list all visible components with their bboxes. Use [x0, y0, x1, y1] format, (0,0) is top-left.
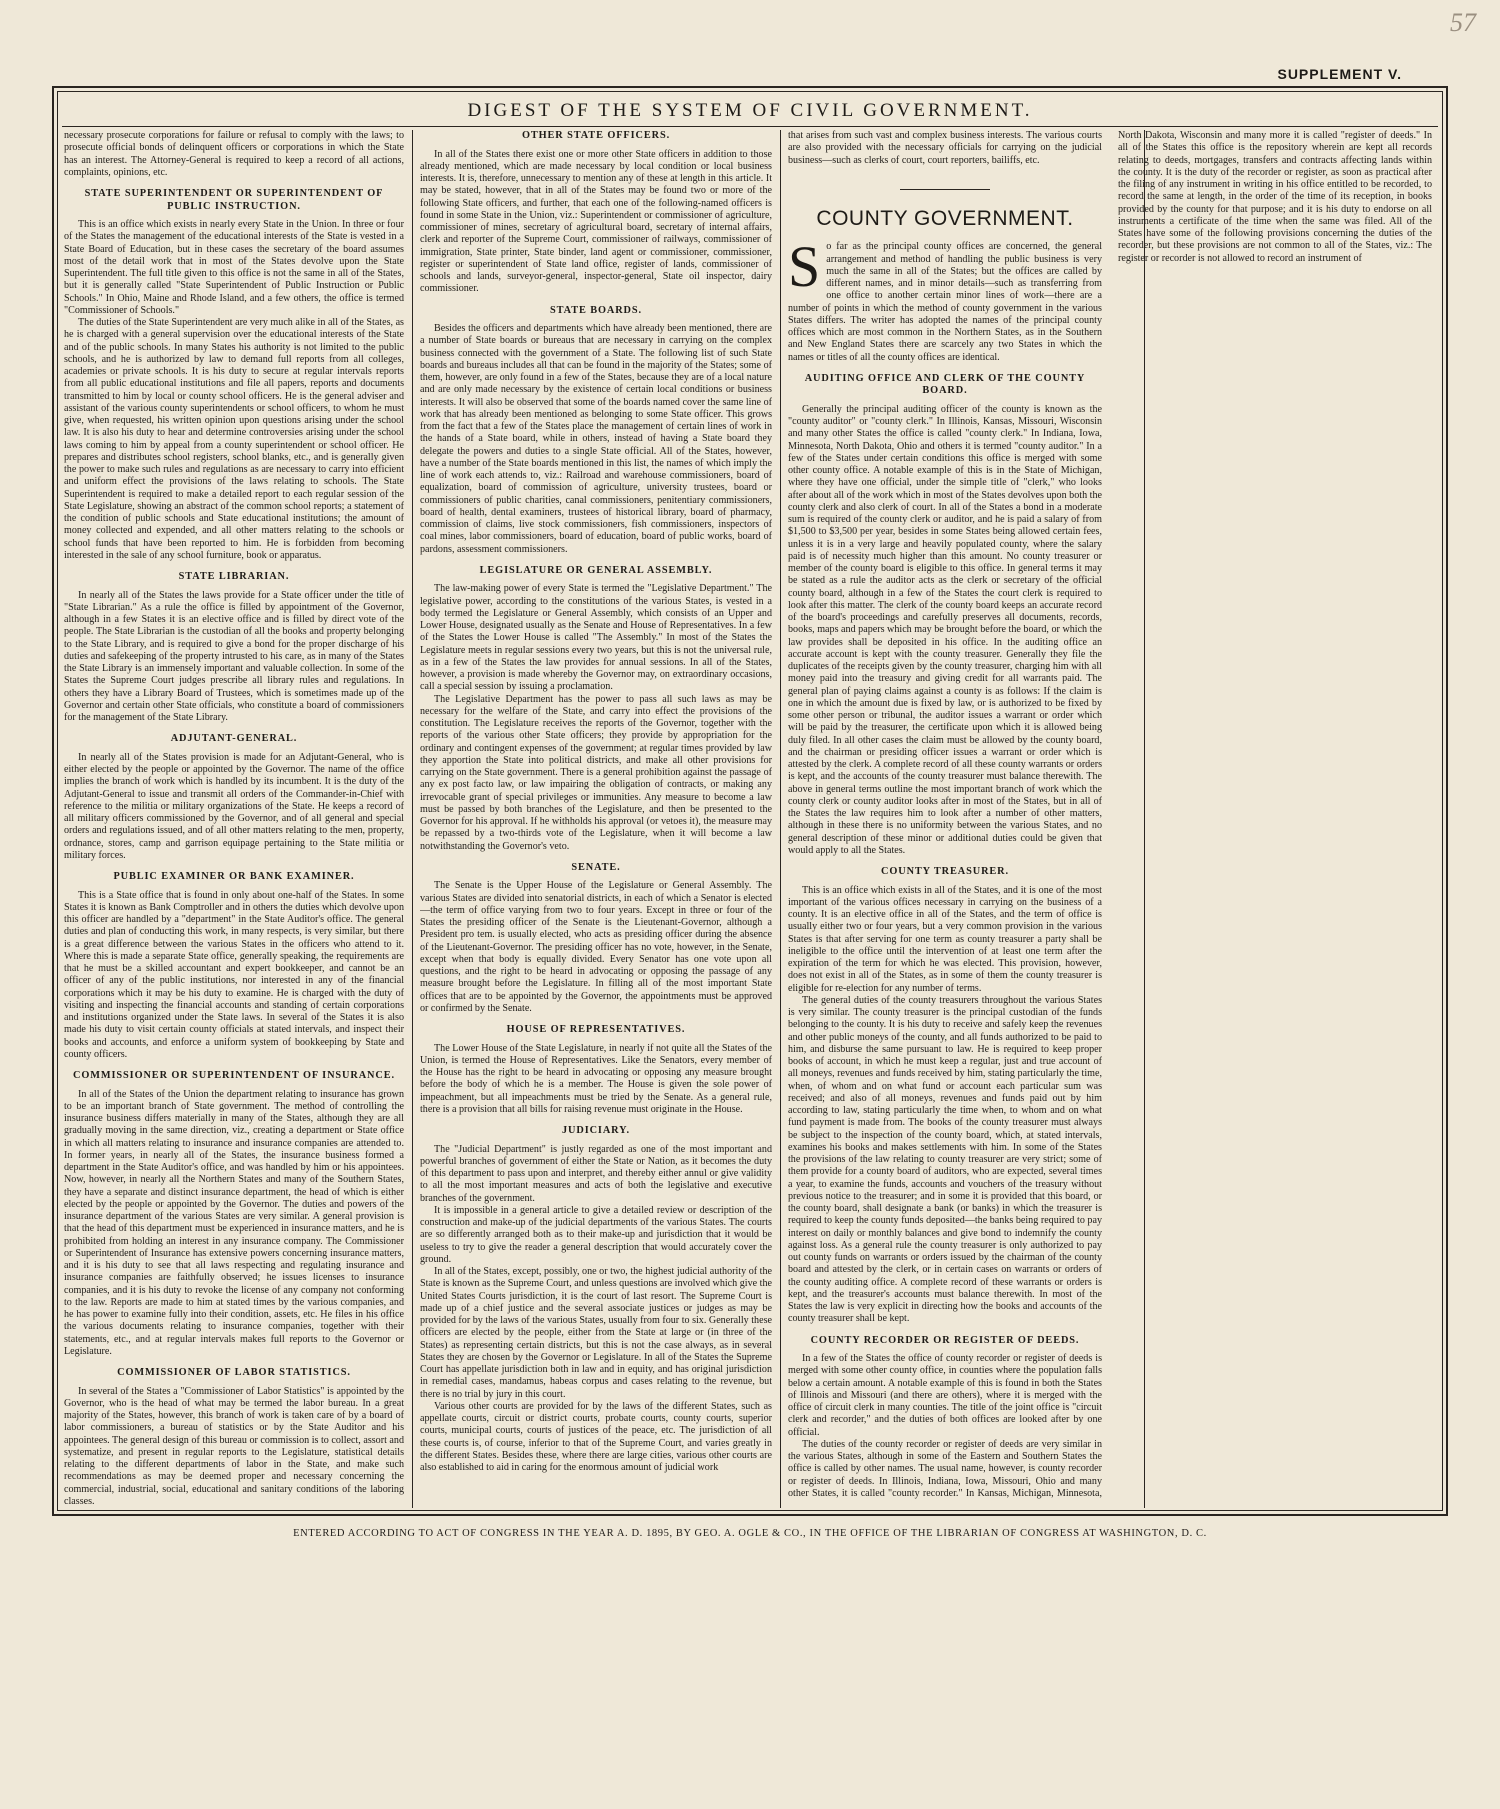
column-3-flow [788, 130, 1432, 1508]
paragraph: In nearly all of the States provision is made for an Adjutant-General, who is either elected by the people or appointed by the Governor. The name of the office implies the branch of work which is handled by its incumbent. It is the duty of the Adjutant-General to issue and transmit all orders of the Commander-in-Chief with reference to the militia or military organizations of the State. He keeps a record of all military officers commissioned by the Governor, and of all general and special orders and regulations issued, and of all other matters relating to the men, property, ordnance, stores, camp and garrison equipage pertaining to the State militia or military forces. [64, 751, 404, 861]
paragraph: In nearly all of the States the laws provide for a State officer under the title of "State Librarian." As a rule the office is filled by appointment of the Governor, although in a few States it is an elective office and is filled by direct vote of the people. The State Librarian is the custodian of all the books and property belonging to the State Library, and is required to give a bond for the proper discharge of his duties and safekeeping of the property intrusted to his care, as in many of the States the State Library is an immensely important and valuable collection. In some of the States the Supreme Court judges prescribe all library rules and regulations. In others they have a Library Board of Trustees, which is sometimes made up of the Governor and certain other State officials, who constitute a board of commissioners for the management of the State Library. [64, 589, 404, 723]
section-heading-other-officers: OTHER STATE OFFICERS. [521, 130, 671, 141]
section-heading-judiciary: JUDICIARY. [561, 1125, 631, 1136]
paragraph: In all of the States of the Union the department relating to insurance has grown to be an important branch of State government. The method of controlling the insurance business differs materially in many of the States, although they are all gradually moving in the same direction, viz., creating a department or State office in which all matters relating to insurance and insurance companies are attended to. In former years, in nearly all of the States, the insurance business formed a department in the State Auditor's office, and was handled by him or his appointees. Now, however, in nearly all the Northern States and many of the Southern States, they have a separate and distinct insurance department, the head of which is either elected by the people or appointed by the Governor. The duties and powers of the insurance department of the various States are very similar. A general provision is that the head of this department must be experienced in insurance matters, and he is prohibited from holding an interest in any insurance company. The Commissioner or Superintendent of Insurance has extensive powers concerning insurance matters, and it is his duty to see that all laws respecting and regulating insurance and insurance companies are faithfully observed; he issues licenses to insurance companies, and it is his duty to revoke the license of any company not conforming to the law. Reports are made to him at stated times by the various companies, and he has power to examine fully into their condition, assets, etc. He files in his office the various documents relating to insurance companies, together with their statements, etc., and at regular intervals makes full reports to the Governor or Legislature. [64, 1088, 404, 1357]
section-heading-treasurer: COUNTY TREASURER. [880, 866, 1009, 877]
section-heading-house: HOUSE OF REPRESENTATIVES. [506, 1024, 686, 1035]
paragraph: The general duties of the county treasurers throughout the various States is very similar. The county treasurer is the principal custodian of the funds belonging to the county. It is his duty to receive and safely keep the revenues and other public moneys of the county, and all funds authorized to be paid to him, and disburse the same pursuant to law. He is required to keep proper books of account, in which he must keep a regular, just and true account of all moneys, revenues and funds received by him, stating particularly the time, when, of whom and on what fund or account each particular sum was received; and also of all moneys, revenues and funds paid out by him according to law, stating particularly the time when, to whom and on what fund payment is made from. The books of the county treasurer must always be subject to the inspection of the county board, which, at stated intervals, examines his books and makes settlements with him. In some of the States the provisions of the law relating to county treasurer are very strict; some of them provide for a county board of auditors, who are expected, several times a year, to examine the funds, accounts and vouchers of the treasury without previous notice to the treasurer; and in some it is provided that this board, or the county board, shall designate a bank (or banks) in which the treasurer is required to keep the county funds deposited—the banks being required to pay interest on daily or monthly balances and give bond to indemnify the county against loss. As a general rule the county treasurer is only authorized to pay out county funds on warrants or orders issued by the chairman of the county board and attested by the clerk, or in certain cases on warrants or orders of the county auditing office. A complete record of these warrants or orders is kept, and the treasurer's accounts must balance therewith. In most of the States the law is very explicit in directing how the books and accounts of the county treasurer shall be kept. [788, 994, 1102, 1325]
paragraph: In all of the States there exist one or more other State officers in addition to those already mentioned, which are made necessary by local condition or local business interests. It is, therefore, unnecessary to mention any of these at length in this article. It may be stated, however, that in all of the States may be found two or more of the following State officers, and further, that each one of the following-named officers is found in some State in the Union, viz.: Superintendent or commissioner of agriculture, commissioner of mines, secretary of agricultural board, secretary of internal affairs, clerk and reporter of the Supreme Court, commissioner of railways, commissioner of immigration, State printer, State binder, land agent or commissioner, commissioner, register or superintendent of State land office, register of lands, commissioner of schools and lands, surveyor-general, inspector-general, State oil inspector, dairy commissioner. [420, 148, 772, 295]
county-rule [900, 189, 990, 190]
paragraph: The duties of the State Superintendent are very much alike in all of the States, as he is charged with a general supervision over the educational interests of the State and of the public schools. In many States his authority is not limited to the public schools, and he is authorized by law to demand full reports from all colleges, academies or private schools. It is his duty to secure at regular intervals reports from all public educational institutions and file all papers, reports and documents transmitted to him by local or county school officers. He is the general adviser and assistant of the various county superintendents or school officers, to whom he must give, when requested, his written opinion upon questions arising under the school law. It is also his duty to hear and determine controversies arising under the school laws coming to him by appeal from a county superintendent or school officer. He prepares and distributes school registers, school blanks, etc., and is generally given the power to make such rules and regulations as are necessary to carry into efficient and uniform effect the provisions of the laws relating to schools. The State Superintendent is required to make a detailed report to each regular session of the State Legislature, showing an abstract of the common school reports; a statement of the condition of public schools and State educational institutions; the amount of money collected and expended, and all other matters relating to the schools or school funds that have been reported to him. He is forbidden from becoming interested in the sale of any school furniture, book or apparatus. [64, 317, 404, 561]
paragraph: It is impossible in a general article to give a detailed review or description of the construction and make-up of the judicial departments of the various States. The courts are so differently arranged both as to their make-up and jurisdiction that it would be useless to try to give the reader a general description that would accurately cover the ground. [420, 1204, 772, 1265]
section-heading-auditing: AUDITING OFFICE AND CLERK OF THE COUNTY BOARD. [804, 372, 1086, 397]
section-heading-librarian: STATE LIBRARIAN. [178, 571, 290, 582]
paragraph: In a few of the States the office of county recorder or register of deeds is merged with some other county office, in counties where the population falls below a certain amount. A notable example of this is found in both the States of Illinois and Missouri (and there are others), where it is merged with the office of circuit clerk in many counties. The title of the joint office is "circuit clerk and recorder," and the duties of both offices are looked after by one official. [788, 1353, 1102, 1438]
paragraph: The Legislative Department has the power to pass all such laws as may be necessary for the welfare of the State, and carry into effect the provisions of the constitution. The Legislature receives the reports of the Governor, together with the reports of the various other State officers; they provide by appropriation for the ordinary and contingent expenses of the government; at regular times provided by law they apportion the State into political districts, and make all other provisions for carrying on the State government. There is a general prohibition against the passage of any ex post facto law, or law impairing the obligation of contracts, or making any irrevocable grant of special privileges or immunities. Any measure to become a law must be passed by both branches of the Legislature, and then be presented to the Governor for his approval. If he withholds his approval (or vetoes it), the measure may be repassed by a two-thirds vote of the Legislature, when it will become a law notwithstanding the Governor's veto. [420, 693, 772, 852]
supplement-label: SUPPLEMENT V. [1277, 66, 1402, 82]
section-heading-examiner: PUBLIC EXAMINER OR BANK EXAMINER. [113, 871, 355, 882]
paragraph: Besides the officers and departments which have already been mentioned, there are a number of State boards or bureaus that are necessary in carrying on the complex business connected with the government of a State. The following list of such State boards and bureaus includes all that can be found in the majority of the States; some of them, however, are only found in a few of the States, because they are of a local nature and are only made necessary by the existence of certain local conditions or business interests. It will also be observed that some of the boards named cover the same line of work that has already been mentioned as belonging to some State officer. This grows from the fact that a few of the States place the management of certain lines of work in the hands of a State board, while in others, instead of having a State board they delegate the powers and duties to a single State official. All of the States, however, have a number of the State boards mentioned in this list, the names of which imply the line of work each attends to, viz.: Railroad and warehouse commissioners, board of equalization, board of commission of agriculture, university trustees, board or commissioners of public charities, canal commissioners, penitentiary commissioners, board of health, dental examiners, trustees of historical library, board of pharmacy, commission of claims, live stock commissioners, fish commissioners, inspectors of coal mines, labor commissioners, board of education, board of public works, board of pardons, assessment commissioners. [420, 323, 772, 555]
column-divider [412, 130, 413, 1508]
paragraph: that arises from such vast and complex business interests. The various courts are also provided with the necessary officials for carrying on the judicial business—such as clerks of court, court reporters, bailiffs, etc. [788, 130, 1102, 166]
paragraph: The law-making power of every State is termed the "Legislative Department." The legislative power, according to the constitutions of the various States, is vested in a body termed the Legislature or General Assembly, which consists of an Upper and Lower House, designated usually as the Senate and House of Representatives. In a few of the States the Lower House is called "The Assembly." In most of the States the Legislature meets in regular sessions every two years, but this is not the universal rule, as in a few of the States the law provides for annual sessions. In all of the States, however, a provision is made whereby the Governor may, on extraordinary occasions, call a special session by issuing a proclamation. [420, 583, 772, 693]
paragraph: Various other courts are provided for by the laws of the different States, such as appellate courts, circuit or district courts, probate courts, county courts, superior courts, municipal courts, courts of justices of the peace, etc. The jurisdiction of all these courts is, of course, inferior to that of the Supreme Court, and varies greatly in the different States. Besides these, where there are large cities, various other courts are also established to aid in caring for the enormous amount of judicial work [420, 1400, 772, 1473]
section-heading-superintendent: STATE SUPERINTENDENT OR SUPERINTENDENT OF PUBLIC INSTRUCTION. [84, 188, 384, 212]
paragraph [788, 234, 1102, 364]
column-3 [788, 130, 1432, 1508]
title-divider [62, 126, 1438, 127]
section-heading-adjutant: ADJUTANT-GENERAL. [170, 733, 298, 745]
section-heading-legislature: LEGISLATURE OR GENERAL ASSEMBLY. [479, 564, 713, 576]
paragraph: The "Judicial Department" is justly regarded as one of the most important and powerful branches of government of either the State or Nation, as it becomes the duty of this department to pass upon and interpret, and thereby either annul or give validity to all the most important measures and acts of both the legislative and executive branches of the government. [420, 1143, 772, 1204]
section-heading-insurance: COMMISSIONER OR SUPERINTENDENT OF INSURANCE. [73, 1070, 395, 1081]
column-2 [420, 130, 772, 1508]
paragraph: This is a State office that is found in only about one-half of the States. In some States it is known as Bank Comptroller and in others the duties which devolve upon this officer are handled by a "department" in the State Auditor's office. The general duties and plan of conducting this work, in many respects, is very similar, but there is a great difference between the various States in the officers who attend to it. Where this is made a separate State office, generally speaking, the requirements are that he must be a skilled accountant and expert bookkeeper, and cannot be an officer of any of the public institutions, nor interested in any of the financial corporations which it may be his duty to examine. He is charged with the duty of visiting and inspecting the financial accounts and standing of certain corporations and institutions organized under the State laws. In several of the States it is also made his duty to visit certain county officials at stated intervals, and inspect their books and accounts, and enforce a uniform system of bookkeeping by State and county officers. [64, 889, 404, 1060]
drop-cap: S [788, 234, 821, 300]
section-heading-boards: STATE BOARDS. [550, 304, 642, 316]
page-title: DIGEST OF THE SYSTEM OF CIVIL GOVERNMENT. [467, 100, 1033, 121]
section-heading-senate: SENATE. [571, 861, 621, 873]
county-government-heading: COUNTY GOVERNMENT. [816, 206, 1074, 230]
paragraph-text: o far as the principal county offices are concerned, the general arrangement and method of handling the public business is very much the same in all of the States; but the offices are called by different names, and in minor details—such as transferring from one office to another certain minor lines of work—there are a number of points in which the method of county government in the various States differs. The writer has adopted the names of the principal county offices which are most common in the Northern States, as in the Southern and New England States there are scarcely any two States in which the names or titles of all the county offices are identical. [788, 241, 1102, 363]
section-heading-labor: COMMISSIONER OF LABOR STATISTICS. [117, 1367, 351, 1378]
page-frame [52, 86, 1448, 1516]
column-1 [64, 130, 404, 1508]
section-heading-recorder: COUNTY RECORDER OR REGISTER OF DEEDS. [810, 1334, 1080, 1346]
paragraph: The Lower House of the State Legislature, in nearly if not quite all the States of the Union, is termed the House of Representatives. Like the Senators, every member of the House has the right to be heard in advocating or opposing any measure brought before the body of which he is a member. The House is given the sole power of impeachment, but all impeachments must be tried by the Senate. As a general rule, there is a provision that all bills for raising revenue must originate in the House. [420, 1042, 772, 1115]
paragraph: This is an office which exists in all of the States, and it is one of the most important of the various offices necessary in carrying on the business of a county. It is an elective office in all of the States, and the term of office is usually either two or four years, but a very common provision in the various States is that after serving for one term as county treasurer a party shall be ineligible to the office until the intervention of at least one term after the expiration of the term for which he was elected. This provision, however, does not exist in all of the States, as in some of them the county treasurer is eligible for re-election for any number of terms. [788, 884, 1102, 994]
paragraph: In all of the States, except, possibly, one or two, the highest judicial authority of the State is known as the Supreme Court, and unless questions are involved which give the United States Courts jurisdiction, it is the court of last resort. The Supreme Court is made up of a chief justice and the several associate justices or judges as may be provided for by the laws of the various States, usually from four to six. Generally these officers are elected by the people, either from the State at large or (in three of the States) as representing certain districts, but this is not the case always, as in several States they are chosen by the Governor or Legislature. In all of the States the Supreme Court has appellate jurisdiction both in law and in equity, and has original jurisdiction in remedial cases, mandamus, habeas corpus and cases relating to the revenue, but there is no trial by jury in this court. [420, 1266, 772, 1400]
column-divider [780, 130, 781, 1508]
page-number: 57 [1450, 8, 1476, 37]
paragraph: This is an office which exists in nearly every State in the Union. In three or four of the States the management of the educational interests of the State is vested in a State Board of Education, but in these cases the secretary of the board assumes most of the detail work that in most of the States devolve upon the State Superintendent. The full title given to this office is not the same in all of the States, but it is generally called "State Superintendent of Public Instruction or Public Schools." In Ohio, Maine and Rhode Island, and a few others, the office is termed "Commissioner of Schools." [64, 219, 404, 316]
copyright-footer: ENTERED ACCORDING TO ACT OF CONGRESS IN THE YEAR A. D. 1895, BY GEO. A. OGLE & CO., IN THE OFFICE OF THE LIBRARIAN OF CONGRESS AT WASHINGTON, D. C. [293, 1528, 1207, 1539]
paragraph: The duties of the county recorder or register of deeds are very similar in the various States, although in some of the Eastern and Southern States the office is called by other names. The usual name, however, is county recorder or register of deeds. In Illinois, Indiana, Iowa, Missouri, Ohio and many other States, it is called "county recorder." In Kansas, Michigan, Minnesota, North Dakota, Wisconsin and many more it is called "register of deeds." In all of the States this office is the repository wherein are kept all records relating to deeds, mortgages, transfers and contracts affecting lands within the county. It is the duty of the recorder or register, as soon as practical after the filing of any instrument in writing in his office entitled to be recorded, to record the same at length, in the order of the time of its reception, in books provided by the county for that purpose; and it is his duty to endorse on all instruments a certificate of the time when the same was filed. All of the States have some of the following provisions concerning the duties of the recorder, but these provisions are not common to all of the States, viz.: The register or recorder is not allowed to record an instrument of [788, 130, 1432, 1499]
paragraph: necessary prosecute corporations for failure or refusal to comply with the laws; to prosecute official bonds of delinquent officers or corporations in which the State has an interest. The Attorney-General is required to keep a record of all actions, complaints, opinions, etc. [64, 130, 404, 178]
paragraph: In several of the States a "Commissioner of Labor Statistics" is appointed by the Governor, who is the head of what may be termed the labor bureau. In a great majority of the States, however, this branch of work is taken care of by a board of labor commissioners, a bureau of statistics or by the State Auditor and his appointees. The general design of this bureau or commission is to collect, assort and systematize, and present in regular reports to the Legislature, statistical details relating to the different departments of labor in the State, and make such recommendations as may be deemed proper and necessary concerning the commercial, industrial, social, educational and sanitary conditions of the laboring classes. [64, 1385, 404, 1507]
paragraph: The Senate is the Upper House of the Legislature or General Assembly. The various States are divided into senatorial districts, in each of which a Senator is elected—the term of office varying from two to four years. Except in three or four of the States the presiding officer of the Senate is the Lieutenant-Governor, although a President pro tem. is usually elected, who acts as presiding officer during the absence of the Lieutenant-Governor. The presiding officer has no vote, however, in the Senate, except when that body is equally divided. Every Senator has one vote upon all questions, and the right to be heard in advocating or opposing the passage of any measure brought before the Legislature. In filling all of the most important State offices that are to be appointed by the Governor, the appointments must be approved or confirmed by the Senate. [420, 880, 772, 1014]
paragraph: Generally the principal auditing officer of the county is known as the "county auditor" or "county clerk." In Illinois, Kansas, Missouri, Wisconsin and many other States the office is called "county clerk." In Indiana, Iowa, Minnesota, North Dakota, Ohio and others it is termed "county auditor." In a few of the States under certain conditions this office is merged with some other county office. A notable example of this is in the State of Michigan, where they have one official, under the simple title of "clerk," who looks after about all of the work which in most of the States devolves upon both the county clerk and also clerk of court. In all of the States a bond in a moderate sum is required of the county clerk or auditor, and he is paid a salary of from $1,500 to $3,500 per year, besides in some States being allowed certain fees, unless it is in a very large and heavily populated county, where the salary paid is of necessity much higher than this amount. No county treasurer or member of the county board is eligible to this office. In general terms it may be stated as a rule the auditor acts as the clerk or secretary of the official county board, although in a few of the States the court clerk is required to look after this matter. The clerk of the county board keeps an accurate record of the board's proceedings and carefully preserves all documents, records, books, maps and papers which may be brought before the board, or which the law provides shall be deposited in his office. In the auditing office an accurate account is kept with the county treasurer. Generally they file the duplicates of the receipts given by the county treasurer, charging him with all money paid into the treasury and giving credit for all warrants paid. The general plan of paying claims against a county is as follows: If the claim is one in which the amount due is fixed by law, or is authorized to be fixed by some other person or tribunal, the auditor issues a warrant or order which will be paid by the treasurer, the certificate upon which it is allowed being duly filed. In all other cases the claim must be allowed by the county board, and the chairman or presiding officer issues a warrant or order which is attested by the clerk. A complete record of all these county warrants or orders is kept, and the accounts of the county treasurer must balance therewith. The above in general terms outline the most important branch of work which the county clerk or county auditor looks after in most of the States, but in all of the States the law requires him to look after a number of other matters, although in these there is no uniformity between the various States, and no general description of these minor or additional duties could be given that would apply to all the States. [788, 403, 1102, 856]
